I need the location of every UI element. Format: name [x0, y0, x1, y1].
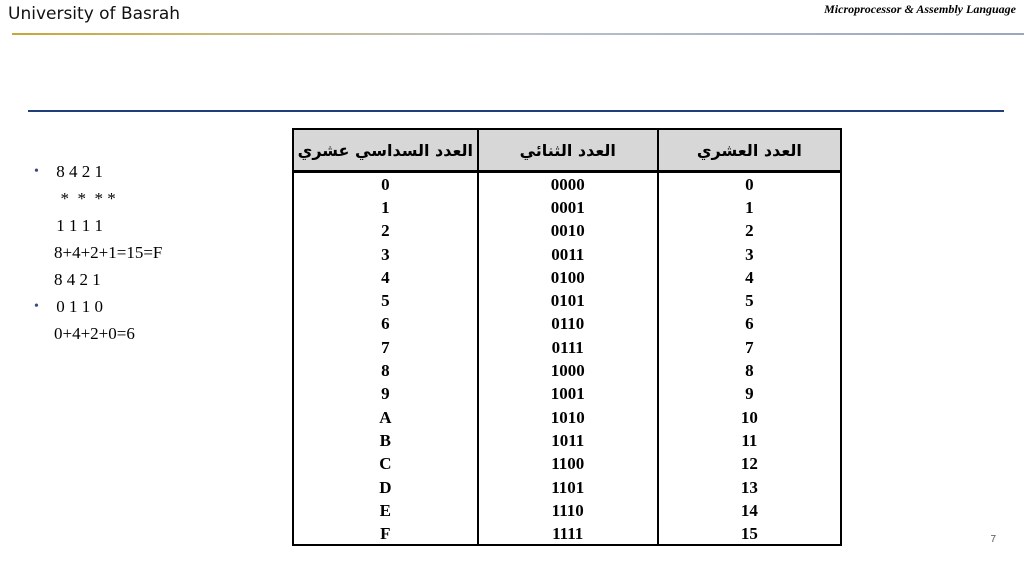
- decimal-cell: 12: [740, 454, 758, 474]
- bullet-line: • 8 4 2 1: [34, 158, 162, 185]
- header-hex: العدد السداسي عشري: [294, 130, 478, 172]
- decimal-cell: 8: [745, 361, 754, 381]
- decimal-cell: 6: [745, 314, 754, 334]
- decimal-cell: 14: [740, 500, 758, 520]
- decimal-cell: 4: [745, 267, 754, 287]
- table-row: [294, 429, 840, 452]
- table-row: [294, 172, 840, 197]
- hex-cell: F: [294, 522, 478, 545]
- binary-cell: 1111: [478, 522, 658, 545]
- hex-cell: 5: [294, 289, 478, 312]
- decimal-cell: 9: [745, 384, 754, 404]
- binary-cell: 1011: [478, 429, 658, 452]
- decimal-cell: 5: [745, 291, 754, 311]
- hex-cell: E: [294, 499, 478, 522]
- table-row: [294, 406, 840, 429]
- table-row: [294, 453, 840, 476]
- decimal-cell: 11: [741, 430, 758, 450]
- decimal-cell: 15: [740, 524, 758, 544]
- binary-cell: 0100: [478, 266, 658, 289]
- table-row: [294, 476, 840, 499]
- bullet-line: 0+4+2+0=6: [54, 324, 135, 343]
- table-row: [294, 313, 840, 336]
- header-divider: [12, 33, 1024, 35]
- hex-cell: C: [294, 453, 478, 476]
- binary-cell: 0111: [478, 336, 658, 359]
- table-row: [294, 522, 840, 545]
- table-row: [294, 196, 840, 219]
- binary-cell: 0101: [478, 289, 658, 312]
- hex-cell: 8: [294, 359, 478, 382]
- table-row: [294, 243, 840, 266]
- bullet-line: 8 4 2 1: [54, 270, 101, 289]
- table-row: [294, 359, 840, 382]
- hex-cell: 3: [294, 243, 478, 266]
- header-binary: العدد الثنائي: [478, 130, 658, 172]
- binary-cell: 1100: [478, 453, 658, 476]
- hex-cell: B: [294, 429, 478, 452]
- hex-cell: 4: [294, 266, 478, 289]
- table-body: [294, 172, 840, 546]
- title-divider: [28, 110, 1004, 112]
- binary-cell: 1001: [478, 383, 658, 406]
- binary-cell: 1000: [478, 359, 658, 382]
- hex-cell: D: [294, 476, 478, 499]
- hex-cell: A: [294, 406, 478, 429]
- page-number: 7: [990, 534, 996, 545]
- bullet-line: * * * *: [52, 189, 116, 208]
- decimal-cell: 0: [745, 174, 754, 194]
- decimal-cell: 1: [745, 197, 754, 217]
- binary-cell: 1110: [478, 499, 658, 522]
- bullet-list: [34, 158, 162, 347]
- course-title: Microprocessor & Assembly Language: [824, 2, 1016, 16]
- binary-cell: 0000: [478, 172, 658, 197]
- header-decimal: العدد العشري: [658, 130, 840, 172]
- table-row: [294, 383, 840, 406]
- hex-cell: 1: [294, 196, 478, 219]
- table-row: [294, 289, 840, 312]
- binary-cell: 1101: [478, 476, 658, 499]
- binary-cell: 0110: [478, 313, 658, 336]
- binary-cell: 1010: [478, 406, 658, 429]
- decimal-cell: 3: [745, 244, 754, 264]
- hex-cell: 6: [294, 313, 478, 336]
- table-row: [294, 266, 840, 289]
- conversion-table: [292, 128, 842, 546]
- binary-cell: 0010: [478, 220, 658, 243]
- table-row: [294, 220, 840, 243]
- table-row: [294, 499, 840, 522]
- hex-cell: 0: [294, 172, 478, 197]
- hex-cell: 9: [294, 383, 478, 406]
- org-title: University of Basrah: [8, 4, 181, 24]
- bullet-line: 8+4+2+1=15=F: [54, 243, 163, 262]
- bullet-dot-icon: •: [34, 299, 39, 314]
- table-header-row: [294, 130, 840, 172]
- bullet-line: • 0 1 1 0: [34, 293, 162, 320]
- decimal-cell: 13: [740, 477, 758, 497]
- decimal-cell: 2: [745, 221, 754, 241]
- bullet-dot-icon: •: [34, 164, 39, 179]
- hex-cell: 7: [294, 336, 478, 359]
- decimal-cell: 7: [745, 337, 754, 357]
- bullet-line: 1 1 1 1: [52, 216, 103, 235]
- table-row: [294, 336, 840, 359]
- decimal-cell: 10: [740, 407, 758, 427]
- binary-cell: 0001: [478, 196, 658, 219]
- hex-cell: 2: [294, 220, 478, 243]
- binary-cell: 0011: [478, 243, 658, 266]
